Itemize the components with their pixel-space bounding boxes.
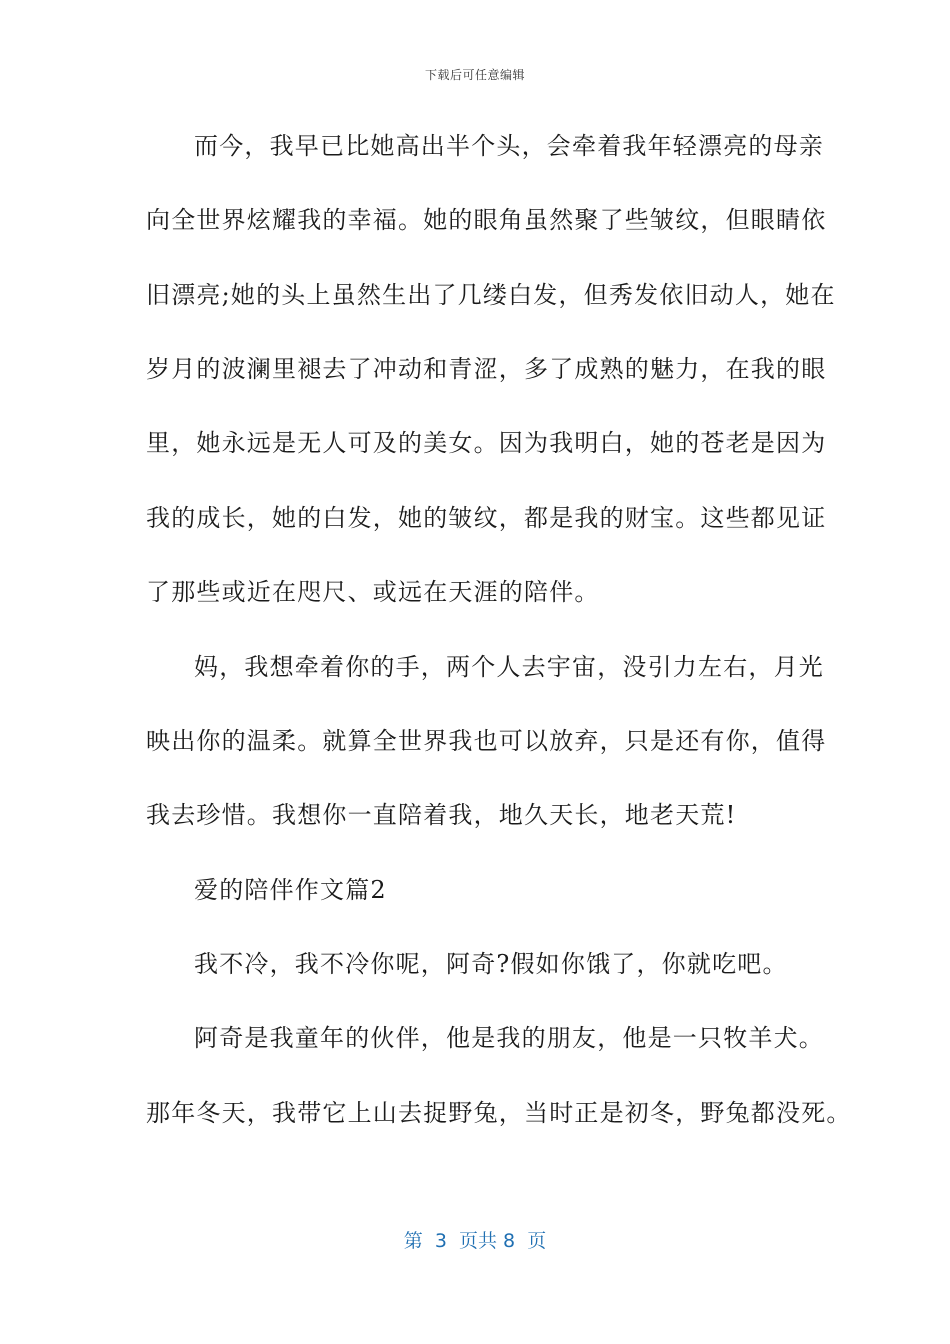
text-line: 我的成长，她的白发，她的皱纹，都是我的财宝。这些都见证 xyxy=(146,504,827,532)
section-heading: 爱的陪伴作文篇2 xyxy=(194,876,387,904)
text-line: 我去珍惜。我想你一直陪着我，地久天长，地老天荒! xyxy=(146,801,737,829)
text-line: 旧漂亮;她的头上虽然生出了几缕白发，但秀发依旧动人，她在 xyxy=(146,281,836,309)
text-line: 岁月的波澜里褪去了冲动和青涩，多了成熟的魅力，在我的眼 xyxy=(146,355,827,383)
text-line: 而今，我早已比她高出半个头，会牵着我年轻漂亮的母亲 xyxy=(194,132,824,160)
text-line: 妈，我想牵着你的手，两个人去宇宙，没引力左右，月光 xyxy=(194,653,824,681)
text-line: 向全世界炫耀我的幸福。她的眼角虽然聚了些皱纹，但眼睛依 xyxy=(146,206,827,234)
text-line: 我不冷，我不冷你呢，阿奇?假如你饿了，你就吃吧。 xyxy=(194,950,788,978)
text-line: 了那些或近在咫尺、或远在天涯的陪伴。 xyxy=(146,578,600,606)
text-line: 里，她永远是无人可及的美女。因为我明白，她的苍老是因为 xyxy=(146,429,827,457)
text-line: 映出你的温柔。就算全世界我也可以放弃，只是还有你，值得 xyxy=(146,727,827,755)
text-line: 那年冬天，我带它上山去捉野兔，当时正是初冬，野兔都没死。 xyxy=(146,1099,852,1127)
text-line: 阿奇是我童年的伙伴，他是我的朋友，他是一只牧羊犬。 xyxy=(194,1024,824,1052)
page-number-footer: 第 3 页共 8 页 xyxy=(403,1230,547,1252)
page-header: 下载后可任意编辑 xyxy=(424,68,525,82)
